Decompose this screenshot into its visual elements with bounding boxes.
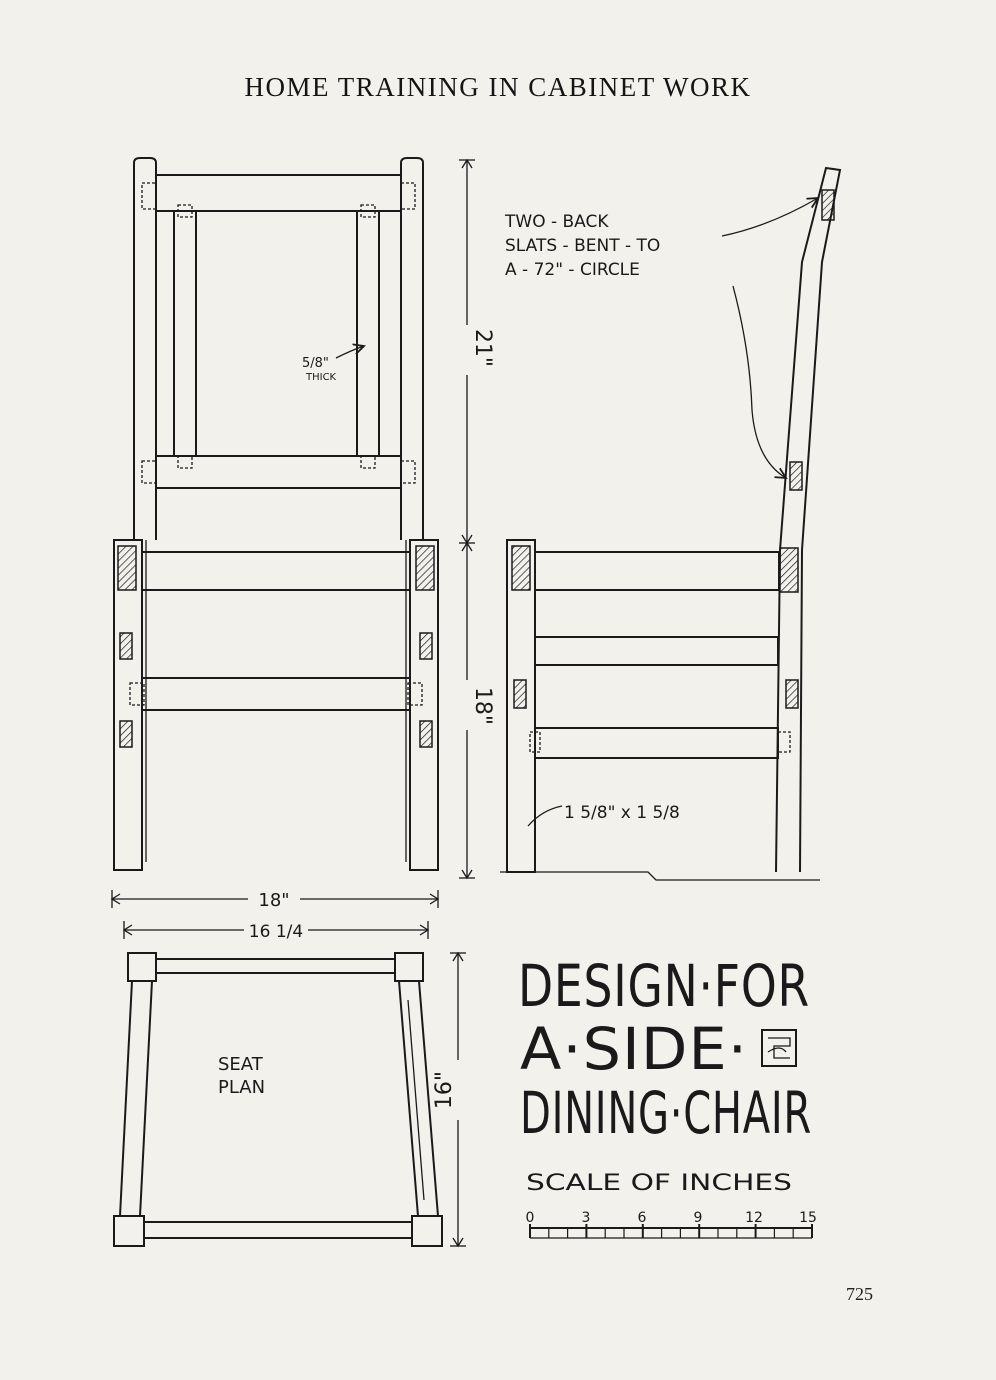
side-seat-rail (535, 552, 779, 590)
inner-width-dimension: 16 1/4 (248, 922, 304, 942)
decorative-emblem-icon (762, 1030, 796, 1066)
scale-tick-3: 3 (581, 1210, 591, 1226)
title-line3: DINING·CHAIR (520, 1079, 812, 1147)
scale-tick-12: 12 (745, 1210, 763, 1226)
title-line2: A·SIDE· (520, 1015, 748, 1083)
scale-tick-9: 9 (693, 1210, 703, 1226)
slats-callout-line1: TWO - BACK (505, 212, 609, 232)
slats-callout-line3: A - 72" - CIRCLE (505, 260, 640, 280)
side-back-post (776, 168, 840, 872)
title-line1: DESIGN·FOR (518, 952, 810, 1020)
running-head: HOME TRAINING IN CABINET WORK (244, 72, 752, 102)
scale-tick-0: 0 (525, 1210, 535, 1226)
seat-plan-back-right-post (412, 1216, 442, 1246)
slat-thickness-word: THICK (306, 372, 337, 383)
scale-tick-6: 6 (637, 1210, 647, 1226)
scale-label: SCALE OF INCHES (526, 1171, 792, 1196)
front-seat-rail (142, 552, 410, 590)
seat-depth-dimension: 16" (432, 1070, 457, 1110)
front-elevation (112, 158, 495, 942)
front-back-slat-right (357, 211, 379, 456)
scale-bar (530, 1224, 812, 1238)
front-top-back-rail (156, 175, 401, 211)
page-number: 725 (846, 1284, 873, 1304)
seat-plan-back-left-post (114, 1216, 144, 1246)
title-block (518, 952, 817, 1238)
leg-size-note: 1 5/8" x 1 5/8 (564, 803, 680, 823)
seat-plan-label-line1: SEAT (218, 1054, 263, 1075)
seat-plan (114, 953, 471, 1246)
slats-callout-line2: SLATS - BENT - TO (505, 236, 661, 256)
front-lower-back-rail (156, 456, 401, 488)
seat-height-dimension: 18" (470, 686, 495, 726)
side-lower-stretcher (535, 728, 778, 758)
front-stretcher (142, 678, 410, 710)
side-elevation (500, 168, 840, 880)
back-height-dimension: 21" (470, 328, 495, 368)
front-back-slat-left (174, 211, 196, 456)
outer-width-dimension: 18" (258, 890, 290, 911)
seat-plan-label-line2: PLAN (218, 1077, 266, 1098)
side-upper-stretcher (535, 637, 778, 665)
seat-plan-front-left-leg (128, 953, 156, 981)
seat-plan-front-right-leg (395, 953, 423, 981)
scale-tick-15: 15 (799, 1210, 817, 1226)
slat-thickness-value: 5/8" (302, 356, 329, 371)
